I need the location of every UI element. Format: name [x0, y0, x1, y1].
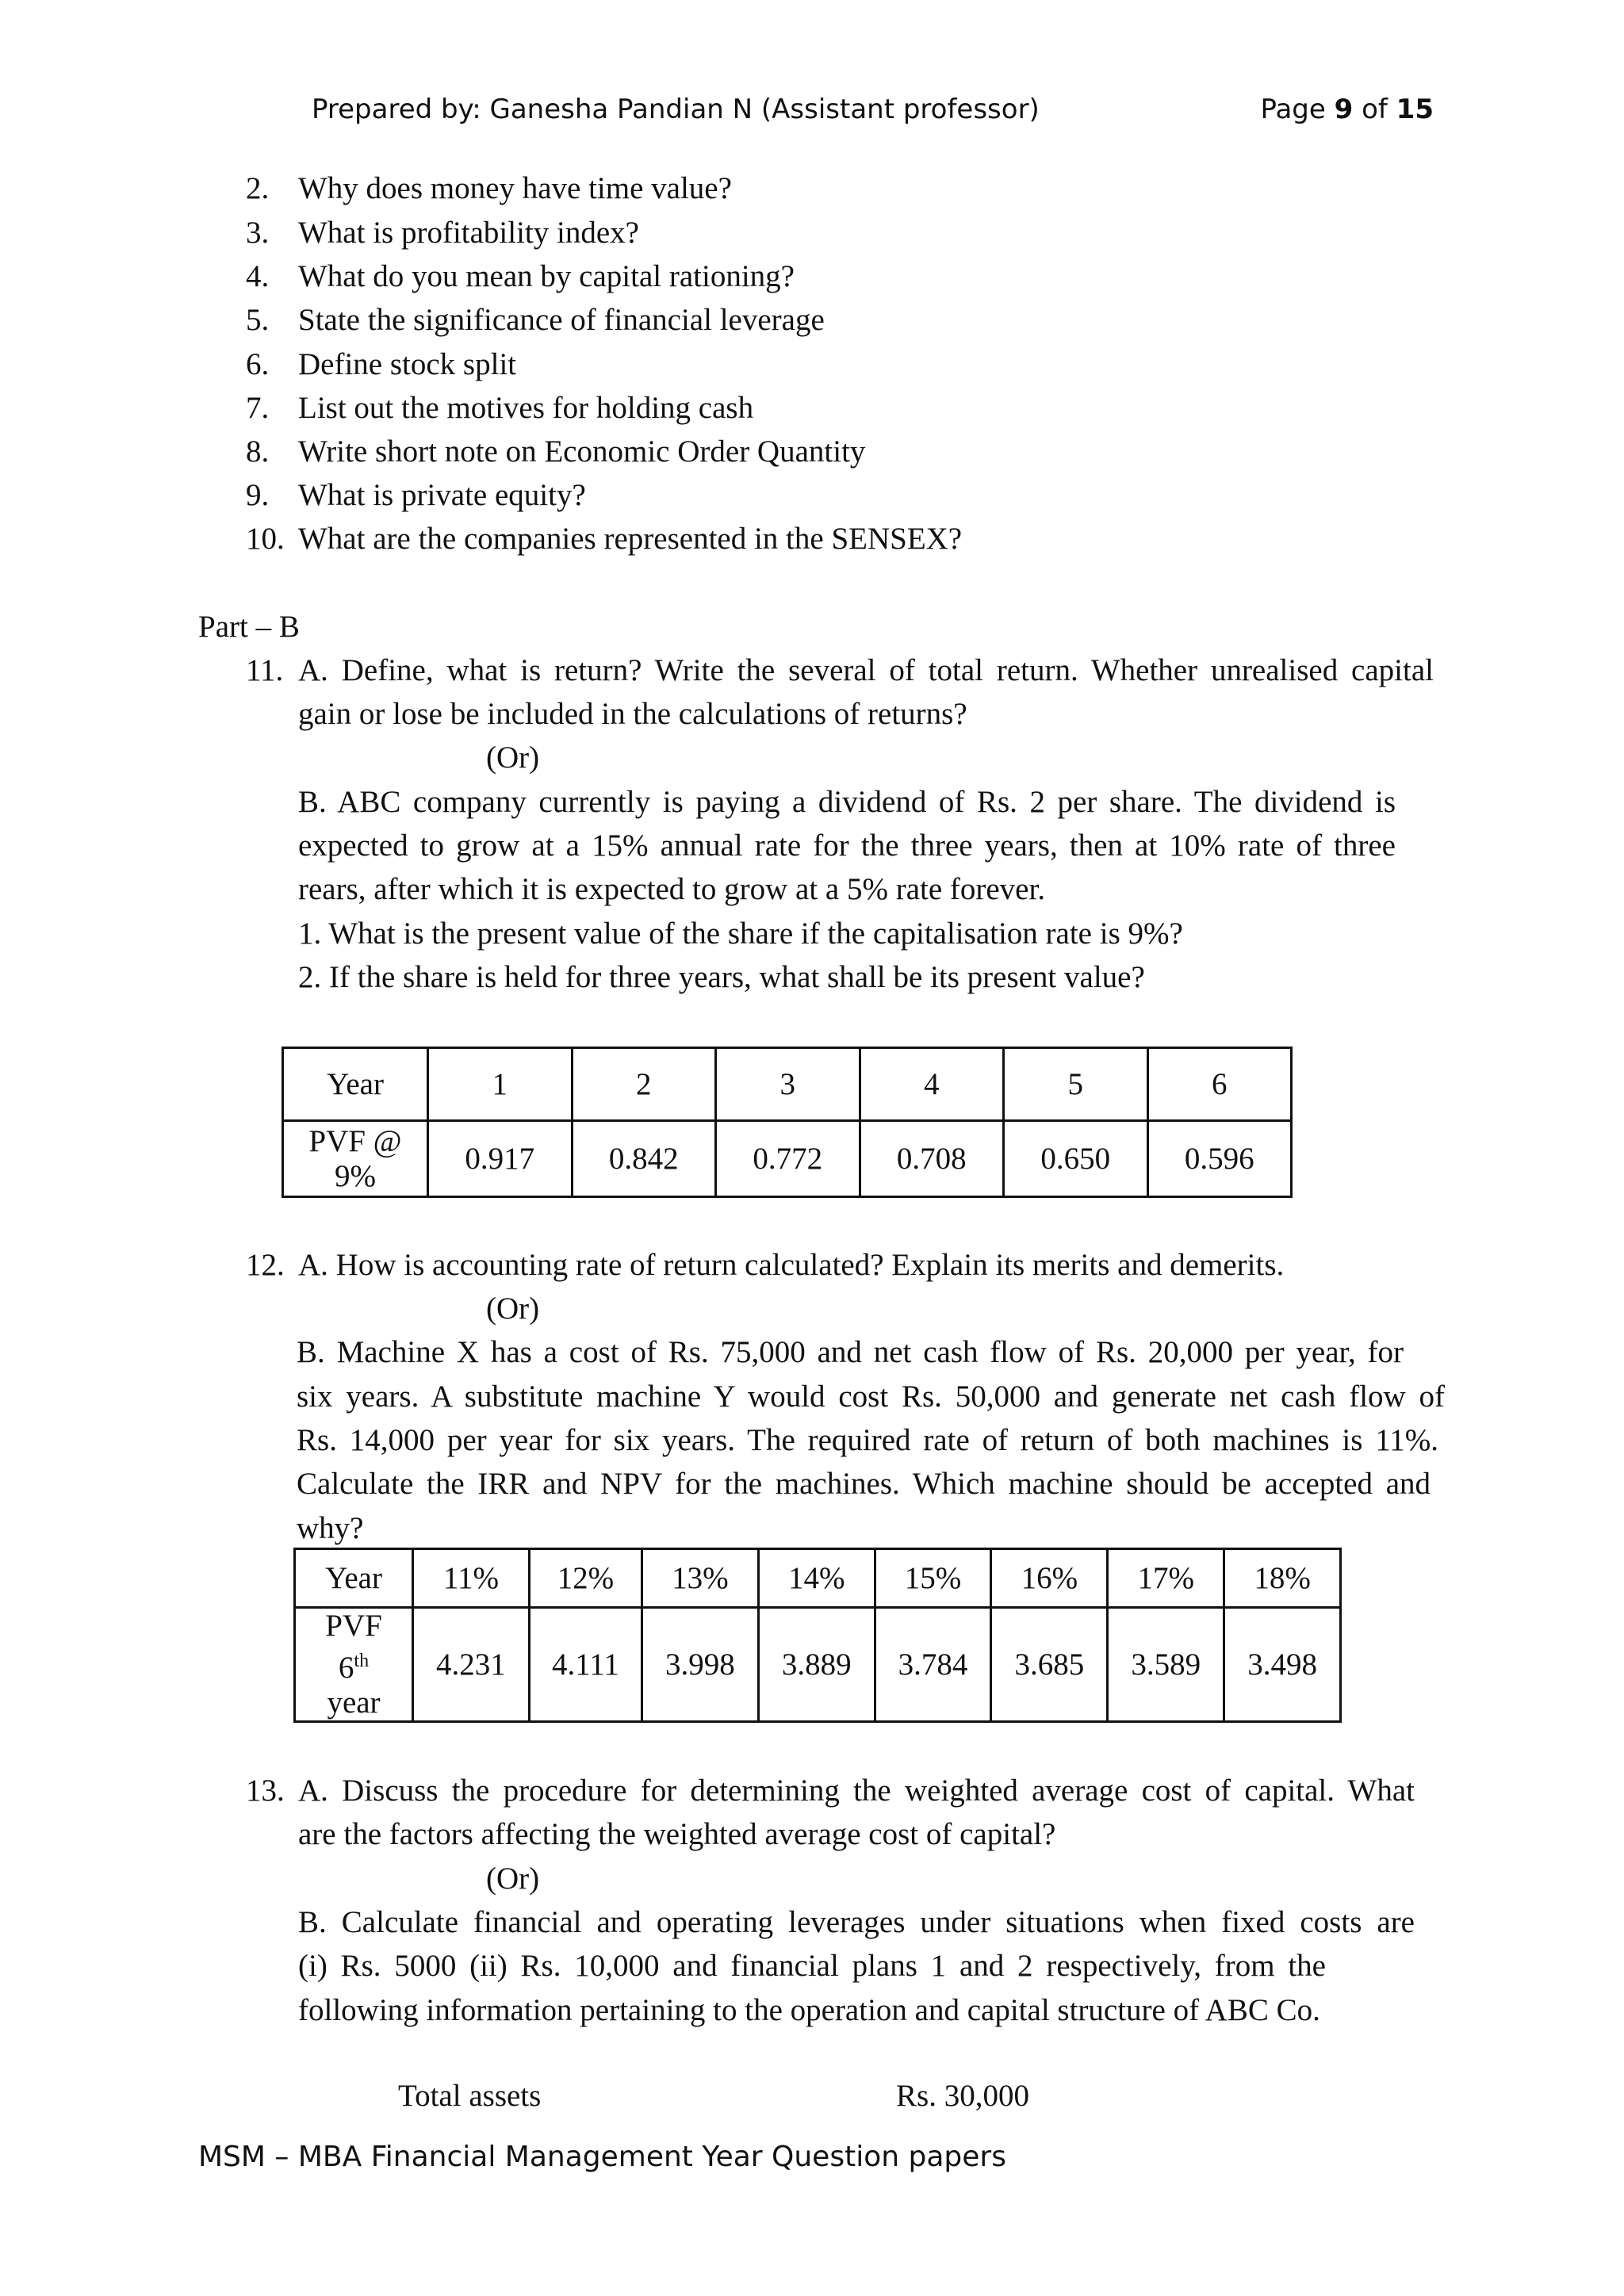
table-value-cell: 0.842 — [572, 1121, 716, 1197]
table-rate-cell: 11% — [413, 1549, 530, 1608]
table-year-cell: 2 — [572, 1048, 716, 1121]
q11-a-line2: gain or lose be included in the calculations of returns? — [298, 697, 967, 731]
q13-a-line1: A. Discuss the procedure for determining the weighted average cost of capital. What — [298, 1774, 1415, 1808]
page-total: 15 — [1396, 94, 1434, 125]
question-text: What are the companies represented in the SENSEX? — [298, 522, 963, 556]
q11-b-line3: rears, after which it is expected to grow at a 5% rate forever. — [298, 872, 1046, 906]
question-text: Write short note on Economic Order Quantity — [298, 434, 866, 469]
question-10 — [246, 520, 962, 558]
q13-a-line2: are the factors affecting the weighted average cost of capital? — [298, 1817, 1056, 1851]
table-value-cell: 0.708 — [860, 1121, 1004, 1197]
table-year-cell: 5 — [1004, 1048, 1148, 1121]
q12-number: 12. — [246, 1248, 285, 1282]
row-label-line: PVF @ — [308, 1123, 402, 1158]
row-label-line: 9% — [335, 1158, 376, 1193]
question-number: 2. — [246, 171, 270, 205]
table-rate-cell: 13% — [642, 1549, 758, 1608]
question-8 — [246, 433, 865, 471]
question-number: 8. — [246, 434, 270, 469]
table-year-cell: 1 — [428, 1048, 573, 1121]
table-value-cell: 3.998 — [642, 1608, 758, 1722]
question-text: Why does money have time value? — [298, 171, 732, 205]
table-row — [283, 1121, 1292, 1197]
table-year-cell: 4 — [860, 1048, 1004, 1121]
q12-b-line5: why? — [297, 1511, 364, 1545]
q11-or: (Or) — [486, 740, 540, 775]
table-value-cell: 4.231 — [413, 1608, 530, 1722]
q12-b-line1: B. Machine X has a cost of Rs. 75,000 and net cash flow of Rs. 20,000 per year, for — [297, 1335, 1404, 1369]
question-4 — [246, 258, 795, 296]
table-rate-cell: 18% — [1224, 1549, 1341, 1608]
table-row-label — [283, 1121, 428, 1197]
table-value-cell: 0.596 — [1147, 1121, 1292, 1197]
table-rate-cell: 12% — [529, 1549, 642, 1608]
table-header-year: Year — [295, 1549, 413, 1608]
question-7 — [246, 389, 753, 427]
table-value-cell: 0.917 — [428, 1121, 573, 1197]
table-rate-cell: 17% — [1108, 1549, 1224, 1608]
page-prefix: Page — [1260, 94, 1335, 125]
table-rate-cell: 16% — [991, 1549, 1108, 1608]
table-value-cell: 4.111 — [529, 1608, 642, 1722]
table-value-cell: 3.589 — [1108, 1608, 1224, 1722]
table-rate-cell: 15% — [875, 1549, 991, 1608]
q13-or: (Or) — [486, 1862, 540, 1896]
question-number: 6. — [246, 347, 270, 381]
row-label-line: year — [327, 1686, 381, 1720]
q11-a-line1: A. Define, what is return? Write the several of total return. Whether unrealised capital — [298, 653, 1434, 687]
row-label-line — [296, 1644, 412, 1686]
question-number: 5. — [246, 303, 270, 337]
question-number: 4. — [246, 259, 270, 293]
q12-a-line1: A. How is accounting rate of return calculated? Explain its merits and demerits. — [298, 1248, 1285, 1282]
question-6 — [246, 346, 516, 384]
q11-b-line1: B. ABC company currently is paying a dividend of Rs. 2 per share. The dividend is — [298, 785, 1396, 819]
table-value-cell: 0.772 — [716, 1121, 860, 1197]
q13-number: 13. — [246, 1774, 285, 1808]
table-header-row — [283, 1048, 1292, 1121]
total-assets-value: Rs. 30,000 — [896, 2079, 1029, 2113]
question-number: 3. — [246, 216, 270, 250]
pvf-table-6th-year — [293, 1548, 1342, 1723]
question-2 — [246, 170, 732, 208]
question-text: What is private equity? — [298, 478, 586, 512]
q13-b-line3: following information pertaining to the operation and capital structure of ABC Co. — [298, 1993, 1320, 2027]
table-value-cell: 3.889 — [758, 1608, 875, 1722]
page-of: of — [1353, 94, 1396, 125]
row-label-ordinal: 6 — [338, 1651, 354, 1685]
q11-b-line4: 1. What is the present value of the share if the capitalisation rate is 9%? — [298, 916, 1183, 951]
page-footer: MSM – MBA Financial Management Year Question papers — [198, 2141, 1006, 2173]
question-9 — [246, 476, 586, 515]
page-number — [1260, 94, 1434, 125]
question-text: List out the motives for holding cash — [298, 391, 754, 425]
row-label-line: PVF — [325, 1609, 382, 1643]
total-assets-label: Total assets — [398, 2079, 542, 2113]
question-number: 7. — [246, 391, 270, 425]
table-header-row — [295, 1549, 1341, 1608]
question-text: What do you mean by capital rationing? — [298, 259, 795, 293]
table-row-label — [295, 1608, 413, 1722]
prepared-by: Prepared by: Ganesha Pandian N (Assistant professor) — [312, 94, 1040, 125]
table-year-cell: 3 — [716, 1048, 860, 1121]
part-b-heading: Part – B — [198, 610, 300, 644]
q12-b-line2: six years. A substitute machine Y would cost Rs. 50,000 and generate net cash flow of — [297, 1380, 1445, 1414]
pvf-table-9pct — [282, 1047, 1293, 1198]
table-row — [295, 1608, 1341, 1722]
question-number: 10. — [246, 522, 285, 556]
table-value-cell: 3.784 — [875, 1608, 991, 1722]
question-3 — [246, 214, 639, 252]
question-5 — [246, 301, 825, 339]
table-header-year: Year — [283, 1048, 428, 1121]
q13-b-line1: B. Calculate financial and operating leverages under situations when fixed costs are — [298, 1905, 1415, 1939]
table-year-cell: 6 — [1147, 1048, 1292, 1121]
table-value-cell: 0.650 — [1004, 1121, 1148, 1197]
q12-or: (Or) — [486, 1292, 540, 1326]
q13-b-line2: (i) Rs. 5000 (ii) Rs. 10,000 and financial plans 1 and 2 respectively, from the — [298, 1949, 1326, 1983]
table-value-cell: 3.498 — [1224, 1608, 1341, 1722]
q11-number: 11. — [246, 653, 284, 687]
q12-b-line4: Calculate the IRR and NPV for the machines. Which machine should be accepted and — [297, 1467, 1431, 1501]
row-label-superscript: th — [354, 1651, 370, 1671]
q11-b-line2: expected to grow at a 15% annual rate for the three years, then at 10% rate of three — [298, 828, 1396, 863]
q12-b-line3: Rs. 14,000 per year for six years. The required rate of return of both machines is 11%. — [297, 1423, 1438, 1457]
question-text: What is profitability index? — [298, 216, 639, 250]
question-text: State the significance of financial leverage — [298, 303, 825, 337]
q11-b-line5: 2. If the share is held for three years, what shall be its present value? — [298, 960, 1145, 994]
page-current: 9 — [1334, 94, 1354, 125]
table-rate-cell: 14% — [758, 1549, 875, 1608]
question-text: Define stock split — [298, 347, 517, 381]
table-value-cell: 3.685 — [991, 1608, 1108, 1722]
question-number: 9. — [246, 478, 270, 512]
